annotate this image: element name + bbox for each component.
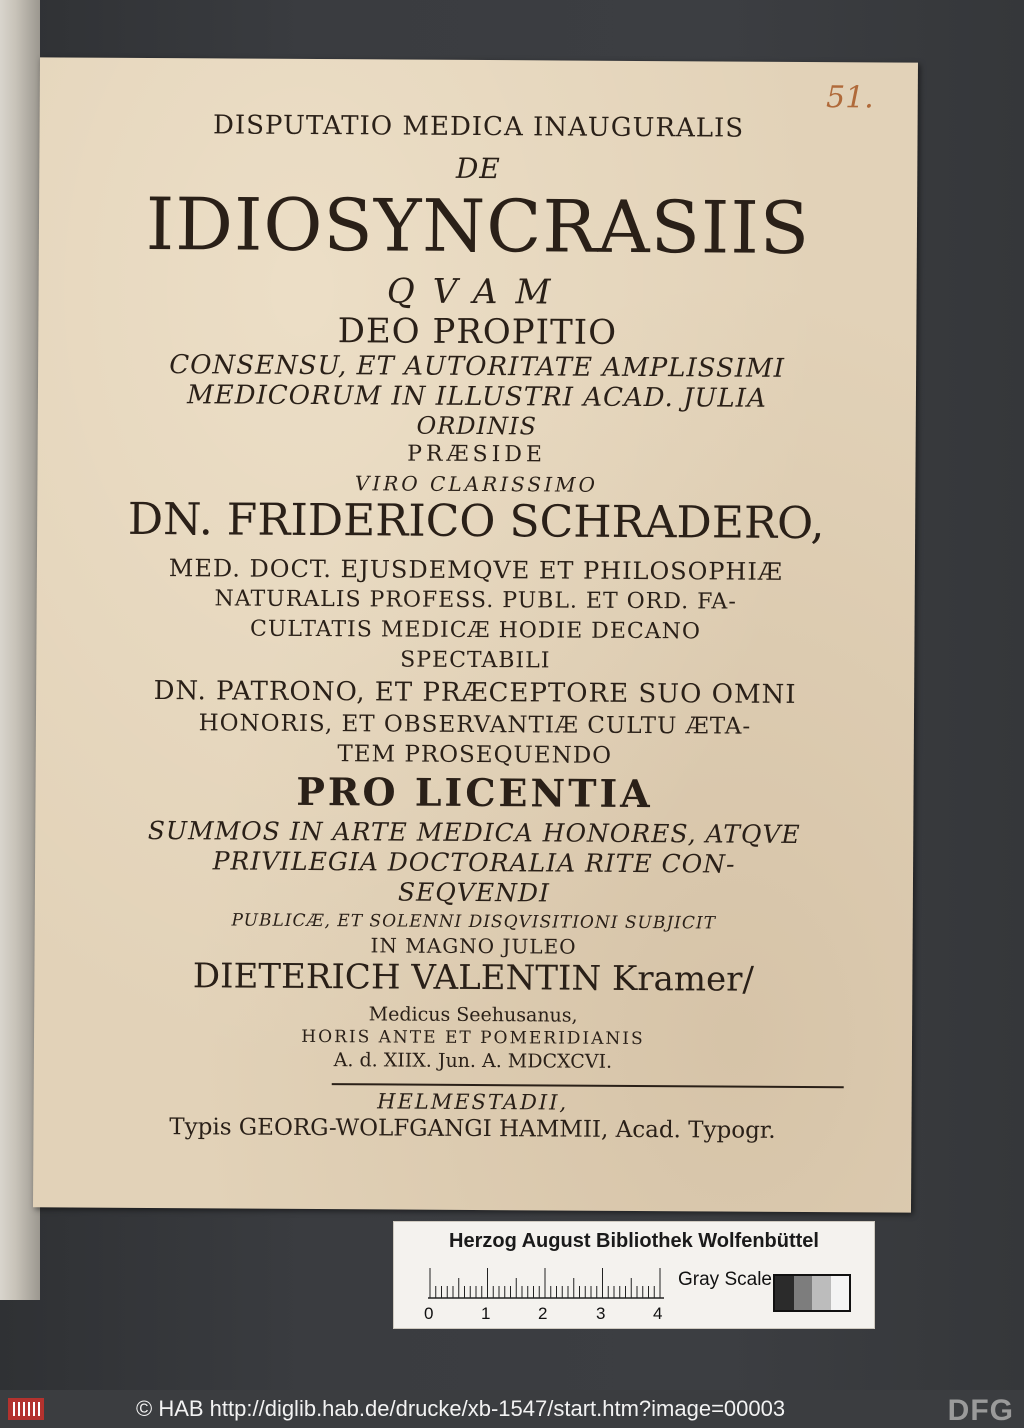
swatch-light-gray xyxy=(812,1276,831,1310)
title-line-10: VIRO CLARISSIMO xyxy=(354,471,598,497)
title-line-16: DN. PATRONO, ET PRÆCEPTORE SUO OMNI xyxy=(153,676,797,710)
dfg-logo: DFG xyxy=(947,1394,1014,1427)
title-line-28: A. d. XIIX. Jun. A. MDCXCVI. xyxy=(333,1049,613,1073)
title-line-24: IN MAGNO JULEO xyxy=(370,933,577,959)
swatch-black xyxy=(775,1276,794,1310)
title-line-12: MED. DOCT. EJUSDEMQVE ET PHILOSOPHIÆ xyxy=(168,554,784,586)
title-line-22: SEQVENDI xyxy=(397,877,550,908)
title-line-1: DISPUTATIO MEDICA INAUGURALIS xyxy=(212,110,745,144)
footer-credit-link[interactable]: © HAB http://diglib.hab.de/drucke/xb-1547/start.htm?image=00003 xyxy=(136,1396,786,1421)
imprint-place: HELMESTADII, xyxy=(377,1089,569,1115)
title-line-5: DEO PROPITIO xyxy=(337,311,618,353)
ruler-scale xyxy=(428,1262,664,1302)
swatch-dark-gray xyxy=(794,1276,813,1310)
ruler-number: 4 xyxy=(653,1304,663,1323)
title-line-8: ORDINIS xyxy=(416,411,538,441)
title-line-6: CONSENSU, ET AUTORITATE AMPLISSIMI xyxy=(169,350,786,384)
title-line-17: HONORIS, ET OBSERVANTIÆ CULTU ÆTA- xyxy=(198,710,752,740)
ruler-number: 2 xyxy=(538,1304,548,1323)
title-line-4: QVAM xyxy=(386,271,569,313)
title-line-7: MEDICORUM IN ILLUSTRI ACAD. JULIA xyxy=(187,380,767,414)
title-line-15: SPECTABILI xyxy=(400,647,551,674)
title-line-19: PRO LICENTIA xyxy=(296,768,653,817)
title-line-2: DE xyxy=(455,151,501,186)
swatch-white xyxy=(831,1276,850,1310)
title-line-20: SUMMOS IN ARTE MEDICA HONORES, ATQVE xyxy=(147,815,801,849)
title-line-13: NATURALIS PROFESS. PUBL. ET ORD. FA- xyxy=(214,586,737,615)
imprint-rule xyxy=(332,1083,844,1088)
gray-scale-swatches xyxy=(773,1274,851,1312)
folio-number: 51. xyxy=(825,80,874,116)
title-line-14: CULTATIS MEDICÆ HODIE DECANO xyxy=(250,616,702,645)
title-line-18: TEM PROSEQUENDO xyxy=(337,741,613,769)
title-main-word: IDIOSYNCRASIIS xyxy=(145,181,811,271)
ruler-number: 1 xyxy=(481,1304,491,1323)
title-page xyxy=(33,57,918,1212)
imprint-printer: Typis GEORG-WOLFGANGI HAMMII, Acad. Typogr. xyxy=(169,1114,776,1144)
respondent-name: DIETERICH VALENTIN Kramer/ xyxy=(192,956,755,1000)
title-line-21: PRIVILEGIA DOCTORALIA RITE CON- xyxy=(212,846,736,879)
gray-scale-label: Gray Scale xyxy=(678,1269,772,1290)
library-name: Herzog August Bibliothek Wolfenbüttel xyxy=(449,1230,819,1252)
praeses-name: DN. FRIDERICO SCHRADERO, xyxy=(127,493,825,550)
hab-logo-icon xyxy=(8,1398,44,1420)
title-line-27: HORIS ANTE ET POMERIDIANIS xyxy=(301,1026,645,1050)
ruler-number: 3 xyxy=(596,1304,606,1323)
title-line-23: PUBLICÆ, ET SOLENNI DISQVISITIONI SUBJICIT xyxy=(231,910,717,934)
title-line-9: PRÆSIDE xyxy=(407,441,547,468)
ruler-number: 0 xyxy=(424,1304,434,1323)
viewer-footer xyxy=(0,1390,1024,1428)
title-line-26: Medicus Seehusanus, xyxy=(368,1003,578,1027)
